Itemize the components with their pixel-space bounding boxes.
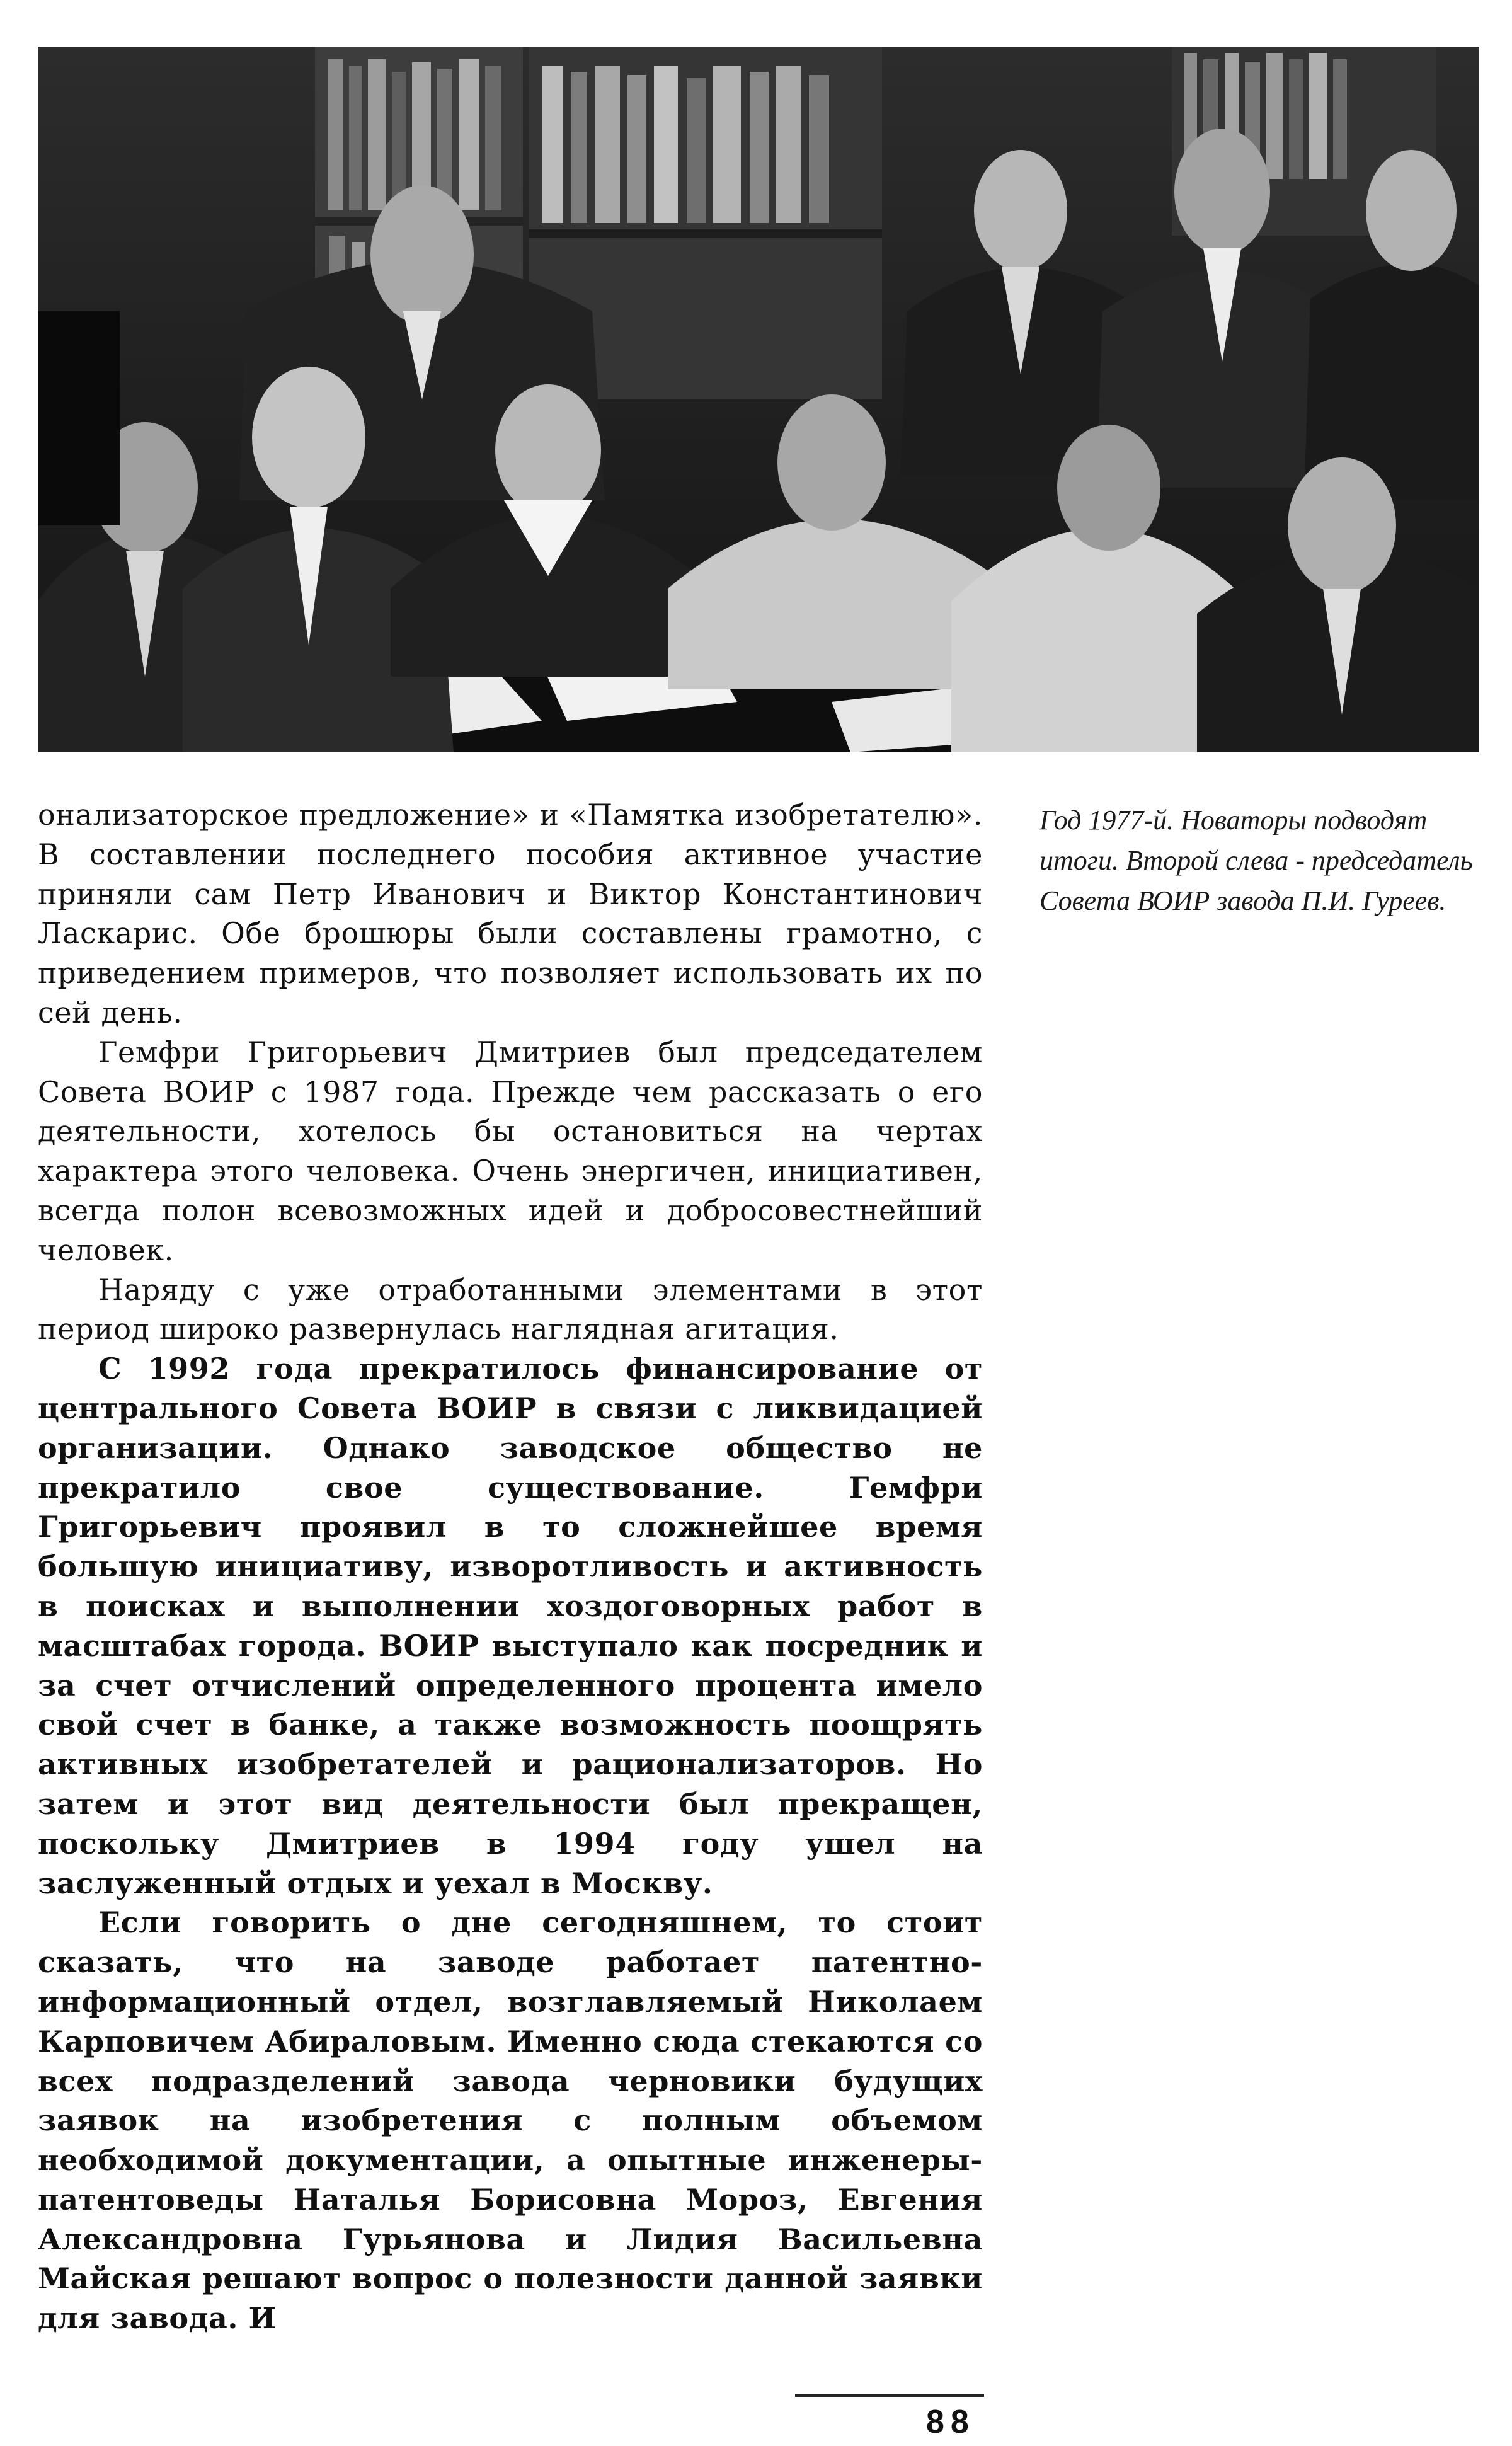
monitor-left [38,311,120,525]
photo-illustration [38,47,1479,752]
paragraph-2: Гемфри Григорьевич Дмитриев был председателем Совета ВОИР с 1987 года. Прежде чем рассказать о его деятельности, хотелось бы остановиться на чертах характера этого человека. Очень энергичен, инициативен, всегда полон всевозможных идей и добросовестнейший человек. [38,1035,983,1267]
page-number: 88 [926,2404,975,2440]
paragraph-5: Если говорить о дне сегодняшнем, то стоит сказать, что на заводе работает патентно-информационный отдел, возглавляемый Николаем Карповичем Абираловым. Именно сюда стекаются со всех подразделений завода черновики будущих заявок на изобретения с полным объемом необходимой документации, а опытные инженеры-патентоведы Наталья Борисовна Мороз, Евгения Александровна Гурьянова и Лидия Васильевна Майская решают вопрос о полезности данной заявки для завода. И [38,1905,983,2336]
paragraph-1: онализаторское предложение» и «Памятка изобретателю». В составлении последнего пособия активное участие приняли сам Петр Иванович и Виктор Константинович Ласкарис. Обе брошюры были составлены грамотно, с приведением примеров, что позволяет использовать их по сей день. [38,798,983,1030]
paragraph-3: Наряду с уже отработанными элементами в этот период широко развернулась наглядная агитация. [38,1272,983,1346]
main-text [38,795,983,2338]
photo-caption: Год 1977-й. Новаторы подводят итоги. Второй слева - председатель Совета ВОИР завода П.И. Гуреев. [1040,805,1473,916]
paragraph-4: С 1992 года прекратилось финансирование от центрального Совета ВОИР в связи с ликвидацией организации. Однако заводское общество не прекратило свое существование. Гемфри Григорьевич проявил в то сложнейшее время большую инициативу, изворотливость и активность в поисках и выполнении хоздоговорных работ в масштабах города. ВОИР выступало как посредник и за счет отчислений определенного процента имело свой счет в банке, а также возможность поощрять активных изобретателей и рационализаторов. Но затем и этот вид деятельности был прекращен, поскольку Дмитриев в 1994 году ушел на заслуженный отдых и уехал в Москву. [38,1352,983,1900]
group-photo [38,47,1479,752]
footer-rule [795,2394,984,2397]
